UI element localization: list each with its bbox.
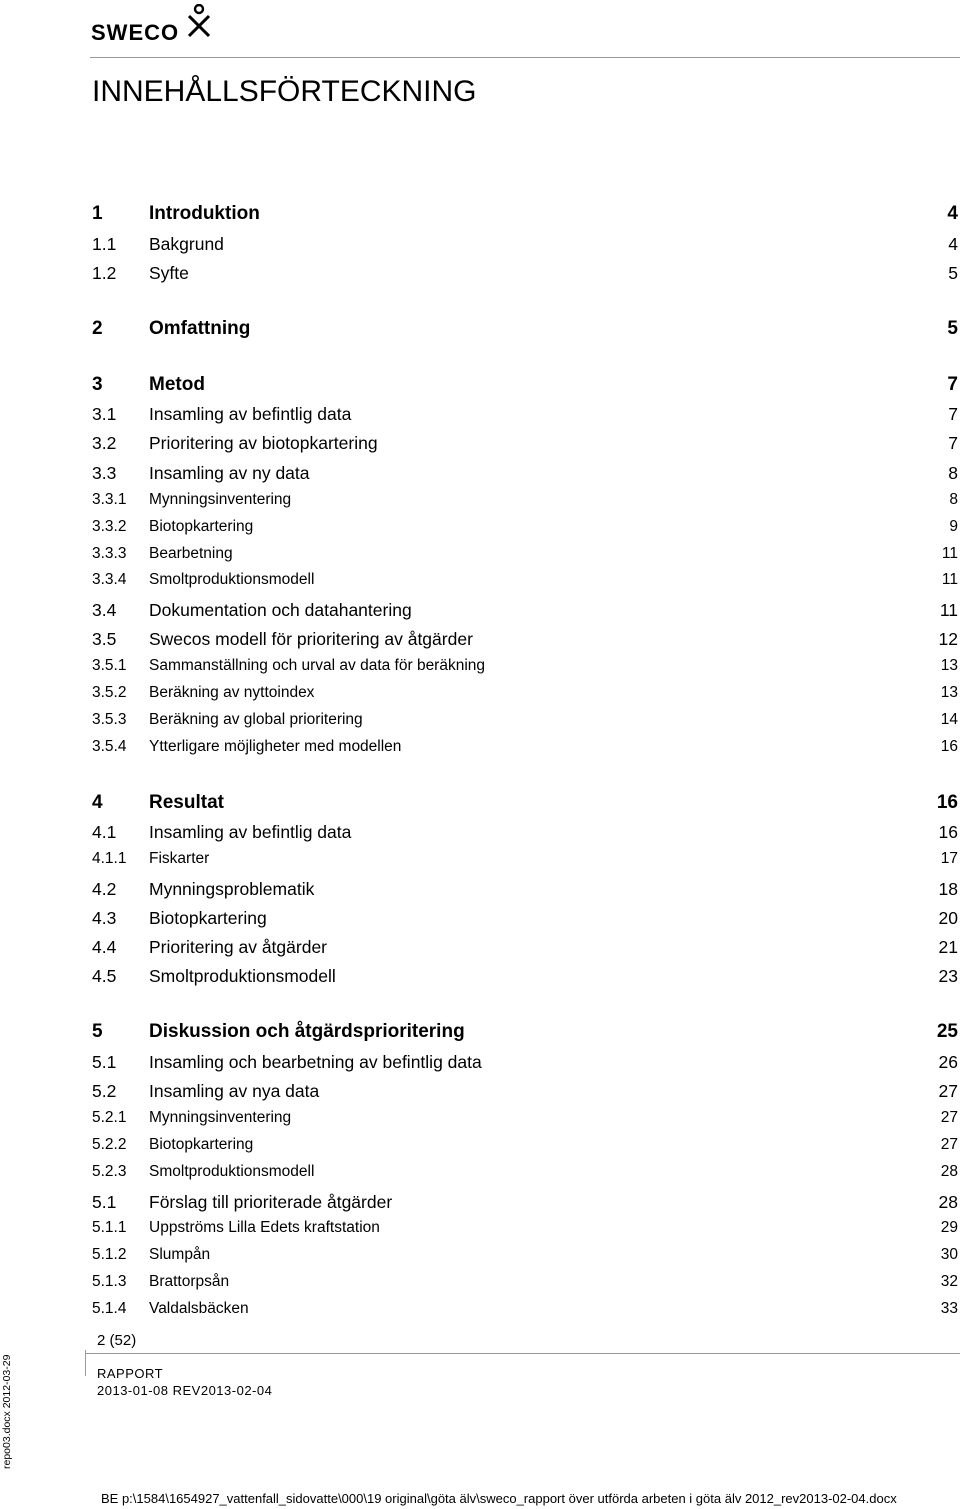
logo-text: SWECO	[91, 20, 180, 45]
toc-number: 4	[92, 792, 103, 813]
toc-page-number: 23	[938, 966, 958, 986]
toc-title: Insamling av nya data	[149, 1081, 320, 1101]
toc-title: Fiskarter	[149, 850, 210, 867]
toc-title: Mynningsinventering	[149, 1109, 292, 1126]
toc-entry[interactable]	[92, 600, 958, 624]
toc-number: 1.1	[92, 234, 117, 254]
sweco-figure-icon	[188, 4, 210, 40]
toc-page-number: 4	[948, 234, 958, 254]
toc-page-number: 7	[947, 374, 958, 395]
toc-page-number: 16	[940, 738, 958, 755]
toc-number: 5.1	[92, 1192, 117, 1212]
toc-number: 3.5.4	[92, 738, 127, 755]
toc-entry[interactable]	[92, 545, 958, 569]
toc-number: 3.2	[92, 433, 117, 453]
toc-entry[interactable]	[92, 850, 958, 874]
toc-title: Mynningsproblematik	[149, 879, 315, 899]
toc-page-number: 7	[948, 404, 958, 424]
toc-page-number: 9	[949, 518, 958, 535]
toc-entry[interactable]	[92, 684, 958, 708]
toc-page-number: 32	[940, 1273, 958, 1290]
toc-page-number: 27	[938, 1081, 958, 1101]
toc-title: Introduktion	[149, 203, 260, 224]
toc-entry[interactable]	[92, 1163, 958, 1187]
toc-number: 5.2.1	[92, 1109, 127, 1126]
toc-entry[interactable]	[92, 1219, 958, 1243]
toc-title: Uppströms Lilla Edets kraftstation	[149, 1219, 380, 1236]
toc-number: 5.1	[92, 1052, 117, 1072]
sweco-logo	[91, 4, 215, 44]
toc-entry[interactable]	[92, 629, 958, 653]
toc-page-number: 16	[936, 792, 958, 813]
toc-title: Förslag till prioriterade åtgärder	[149, 1192, 393, 1212]
toc-page-number: 11	[939, 600, 958, 620]
toc-number: 3.5.2	[92, 684, 127, 701]
toc-page-number: 29	[940, 1219, 958, 1236]
toc-page-number: 27	[940, 1109, 958, 1126]
page-number: 2 (52)	[97, 1332, 137, 1349]
toc-title: Insamling av befintlig data	[149, 822, 352, 842]
toc-page-number: 28	[940, 1163, 958, 1180]
toc-number: 3.3.4	[92, 571, 127, 588]
toc-title: Sammanställning och urval av data för beräkning	[149, 657, 486, 674]
toc-entry[interactable]	[92, 318, 958, 342]
toc-title: Beräkning av global prioritering	[149, 711, 363, 728]
toc-page-number: 12	[938, 629, 958, 649]
toc-title: Metod	[149, 374, 205, 395]
toc-page-number: 4	[947, 203, 958, 224]
toc-number: 3.5.1	[92, 657, 127, 674]
toc-page-number: 7	[948, 433, 958, 453]
toc-page-number: 5	[948, 263, 958, 283]
toc-page-number: 21	[938, 937, 958, 957]
toc-entry[interactable]	[92, 1273, 958, 1297]
toc-page-number: 20	[938, 908, 958, 928]
page-title: INNEHÅLLSFÖRTECKNING	[92, 75, 477, 108]
toc-number: 3.3.2	[92, 518, 127, 535]
toc-title: Valdalsbäcken	[149, 1300, 249, 1317]
toc-entry[interactable]	[92, 879, 958, 903]
toc-number: 3.3	[92, 463, 117, 483]
header-rule	[90, 57, 960, 58]
toc-entry[interactable]	[92, 657, 958, 681]
toc-title: Dokumentation och datahantering	[149, 600, 412, 620]
toc-number: 5.2	[92, 1081, 117, 1101]
toc-entry[interactable]	[92, 263, 958, 287]
toc-title: Smoltproduktionsmodell	[149, 1163, 315, 1180]
toc-entry[interactable]	[92, 1109, 958, 1133]
toc-page-number: 28	[938, 1192, 958, 1212]
toc-title: Swecos modell för prioritering av åtgärder	[149, 629, 473, 649]
toc-number: 4.1.1	[92, 850, 127, 867]
toc-title: Ytterligare möjligheter med modellen	[149, 738, 402, 755]
toc-number: 2	[92, 318, 103, 339]
toc-title: Bakgrund	[149, 234, 224, 254]
toc-entry[interactable]	[92, 1192, 958, 1216]
toc-entry[interactable]	[92, 433, 958, 457]
toc-entry[interactable]	[92, 792, 958, 816]
toc-entry[interactable]	[92, 966, 958, 990]
toc-page-number: 14	[940, 711, 958, 728]
toc-page-number: 25	[936, 1021, 958, 1042]
toc-number: 3.5	[92, 629, 117, 649]
toc-number: 5.2.3	[92, 1163, 127, 1180]
toc-page-number: 5	[947, 318, 958, 339]
toc-title: Biotopkartering	[149, 908, 267, 928]
toc-entry[interactable]	[92, 822, 958, 846]
toc-number: 4.3	[92, 908, 117, 928]
toc-number: 3.1	[92, 404, 117, 424]
toc-entry[interactable]	[92, 738, 958, 762]
toc-entry[interactable]	[92, 1136, 958, 1160]
toc-entry[interactable]	[92, 491, 958, 515]
toc-title: Insamling av befintlig data	[149, 404, 352, 424]
toc-number: 4.2	[92, 879, 117, 899]
toc-title: Beräkning av nyttoindex	[149, 684, 315, 701]
toc-entry[interactable]	[92, 374, 958, 398]
toc-entry[interactable]	[92, 1021, 958, 1045]
toc-number: 4.4	[92, 937, 117, 957]
toc-title: Insamling av ny data	[149, 463, 310, 483]
toc-page-number: 11	[941, 545, 958, 562]
toc-number: 5.1.4	[92, 1300, 127, 1317]
toc-title: Smoltproduktionsmodell	[149, 966, 336, 986]
toc-entry[interactable]	[92, 1300, 958, 1324]
toc-page-number: 8	[949, 491, 958, 508]
toc-title: Brattorpsån	[149, 1273, 230, 1290]
toc-page-number: 27	[940, 1136, 958, 1153]
toc-title: Prioritering av åtgärder	[149, 937, 327, 957]
toc-title: Mynningsinventering	[149, 491, 292, 508]
toc-page-number: 18	[938, 879, 958, 899]
toc-page-number: 13	[940, 684, 958, 701]
toc-entry[interactable]	[92, 937, 958, 961]
toc-entry[interactable]	[92, 908, 958, 932]
toc-title: Biotopkartering	[149, 1136, 254, 1153]
toc-number: 5.1.1	[92, 1219, 127, 1236]
file-path: BE p:\1584\1654927_vattenfall_sidovatte\000\19 original\göta älv\sweco_rapport över utförda arbeten i göta älv 2012_rev2013-02-04.docx	[101, 1491, 897, 1506]
toc-title: Smoltproduktionsmodell	[149, 571, 315, 588]
toc-title: Slumpån	[149, 1246, 211, 1263]
toc-page-number: 16	[938, 822, 958, 842]
toc-entry[interactable]	[92, 711, 958, 735]
toc-entry[interactable]	[92, 1052, 958, 1076]
document-dates: 2013-01-08 REV2013-02-04	[97, 1383, 273, 1398]
toc-entry[interactable]	[92, 518, 958, 542]
toc-number: 3.3.3	[92, 545, 127, 562]
toc-entry[interactable]	[92, 1246, 958, 1270]
footer-rule	[85, 1353, 960, 1354]
toc-number: 5.2.2	[92, 1136, 127, 1153]
toc-number: 3.3.1	[92, 491, 127, 508]
toc-page-number: 17	[940, 850, 958, 867]
toc-page-number: 33	[940, 1300, 958, 1317]
toc-page-number: 8	[948, 463, 958, 483]
toc-number: 1	[92, 203, 103, 224]
toc-number: 4.1	[92, 822, 117, 842]
toc-number: 3.5.3	[92, 711, 127, 728]
toc-title: Diskussion och åtgärdsprioritering	[149, 1021, 465, 1042]
toc-number: 1.2	[92, 263, 117, 283]
toc-title: Resultat	[149, 792, 224, 813]
toc-number: 3.4	[92, 600, 117, 620]
toc-page-number: 30	[940, 1246, 958, 1263]
toc-entry[interactable]	[92, 1081, 958, 1105]
toc-page-number: 11	[941, 571, 958, 588]
toc-title: Bearbetning	[149, 545, 233, 562]
toc-entry[interactable]	[92, 571, 958, 595]
toc-entry[interactable]	[92, 463, 958, 487]
toc-entry[interactable]	[92, 404, 958, 428]
toc-title: Omfattning	[149, 318, 251, 339]
toc-page-number: 13	[940, 657, 958, 674]
toc-number: 5.1.2	[92, 1246, 127, 1263]
toc-number: 5	[92, 1021, 103, 1042]
toc-page-number: 26	[938, 1052, 958, 1072]
template-reference: repo03.docx 2012-03-29	[1, 1354, 13, 1469]
toc-entry[interactable]	[92, 203, 958, 227]
toc-title: Biotopkartering	[149, 518, 254, 535]
toc-title: Prioritering av biotopkartering	[149, 433, 378, 453]
toc-title: Insamling och bearbetning av befintlig data	[149, 1052, 482, 1072]
toc-entry[interactable]	[92, 234, 958, 258]
toc-number: 5.1.3	[92, 1273, 127, 1290]
document-type: RAPPORT	[97, 1366, 164, 1381]
toc-number: 4.5	[92, 966, 117, 986]
toc-title: Syfte	[149, 263, 189, 283]
toc-number: 3	[92, 374, 103, 395]
